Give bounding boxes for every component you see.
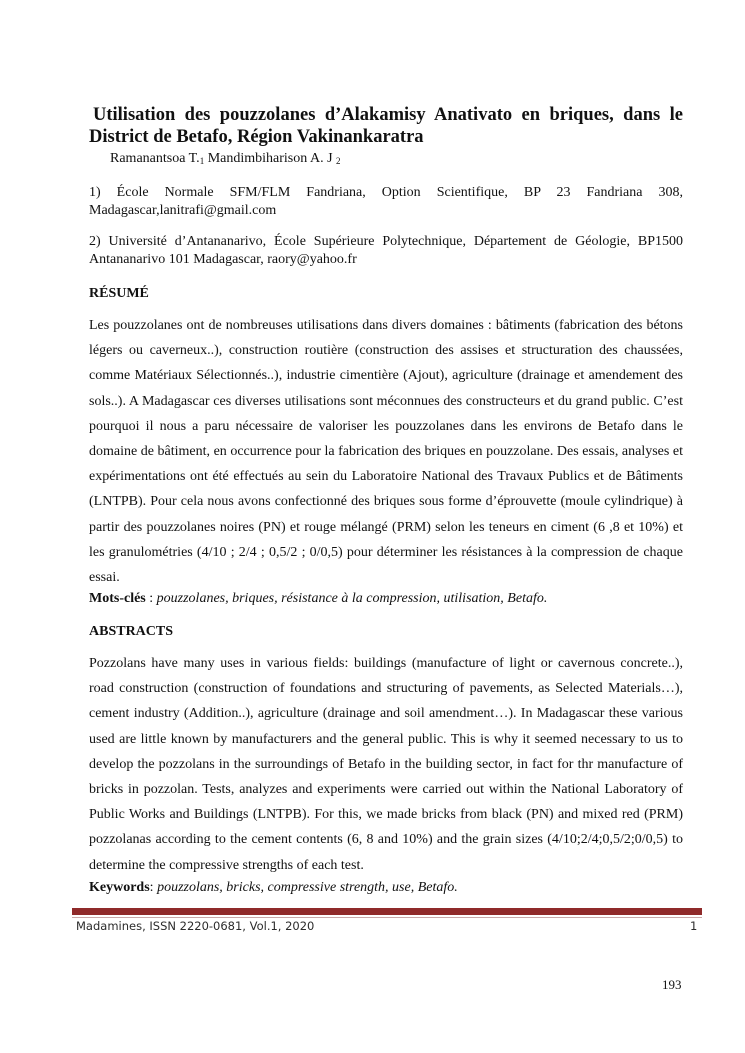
- journal-page-number: 1: [690, 919, 698, 933]
- abstract-keywords: [89, 879, 683, 897]
- affiliation-2: 2) Université d’Antananarivo, École Supérieure Polytechnique, Département de Géologie, BP1500 Antananarivo 101 Madagascar, raory@yahoo.fr: [89, 234, 683, 267]
- keywords-list: pouzzolanes, briques, résistance à la compression, utilisation, Betafo.: [156, 591, 548, 606]
- author-affiliation-mark: 2: [336, 156, 341, 166]
- journal-citation: Madamines, ISSN 2220-0681, Vol.1, 2020: [76, 919, 315, 933]
- author-affiliation-mark: 1: [199, 156, 205, 166]
- footer-divider-bar: [72, 908, 702, 915]
- paper-title: Utilisation des pouzzolanes d’Alakamisy Anativato en briques, dans le District de Betafo, Région Vakinankaratra: [89, 105, 683, 147]
- footer-divider-line: [72, 917, 702, 918]
- page-number: 193: [662, 977, 682, 992]
- keywords-label: Keywords: [89, 880, 150, 895]
- affiliation-1: 1) École Normale SFM/FLM Fandriana, Option Scientifique, BP 23 Fandriana 308, Madagascar,lanitrafi@gmail.com: [89, 185, 683, 218]
- author-list: [110, 150, 341, 170]
- author-name: Ramanantsoa T.: [110, 151, 200, 166]
- author-name: Mandimbiharison A. J: [207, 151, 333, 166]
- resume-heading: RÉSUMÉ: [89, 286, 149, 301]
- keywords-separator: :: [149, 880, 158, 895]
- abstract-heading: ABSTRACTS: [89, 624, 174, 639]
- keywords-list: pouzzolans, bricks, compressive strength, use, Betafo.: [157, 880, 458, 895]
- resume-paragraph: Les pouzzolanes ont de nombreuses utilisations dans divers domaines : bâtiments (fabrication des bétons légers ou caverneux..), construction routière (construction des assises et structuration des chaussées, comme Matériaux Sélectionnés..), industrie cimentière (Ajout), agriculture (drainage et amendement des sols..). A Madagascar ces diverses utilisations sont méconnues des constructeurs et du grand public. C’est pourquoi il nous a paru nécessaire de valoriser les pouzzolanes dans les environs de Betafo dans le domaine de bâtiment, en occurrence pour la fabrication des briques en pouzzolane. Des essais, analyses et expérimentations ont été effectués au sein du Laboratoire National des Travaux Publics et de Bâtiments (LNTPB). Pour cela nous avons confectionné des briques sous forme d’éprouvette (moule cylindrique) à partir des pouzzolanes noires (PN) et rouge mélangé (PRM) selon les teneurs en ciment (6 ,8 et 10%) et les granulométries (4/10 ; 2/4 ; 0,5/2 ; 0/0,5) pour déterminer les résistances à la compression de chaque essai.: [89, 318, 683, 586]
- keywords-label: Mots-clés: [89, 591, 146, 606]
- keywords-separator: :: [145, 591, 157, 606]
- abstract-paragraph: Pozzolans have many uses in various fields: buildings (manufacture of light or cavernous concrete..), road construction (construction of foundations and structuring of pavements, as Selected Materials…), cement industry (Addition..), agriculture (drainage and soil amendment…). In Madagascar these various used are little known by manufacturers and the general public. This is why it seemed necessary to us to develop the pozzolans in the surroundings of Betafo in the building sector, in fact for thr manufacture of bricks in pozzolan. Tests, analyzes and experiments were carried out within the National Laboratory of Public Works and Buildings (LNTPB). For this, we made bricks from black (PN) and mixed red (PRM) pozzolanas according to the cement contents (6, 8 and 10%) and the grain sizes (4/10;2/4;0,5/2;0/0,5) to determine the compressive strengths of each test.: [89, 656, 683, 873]
- resume-keywords: [89, 590, 683, 608]
